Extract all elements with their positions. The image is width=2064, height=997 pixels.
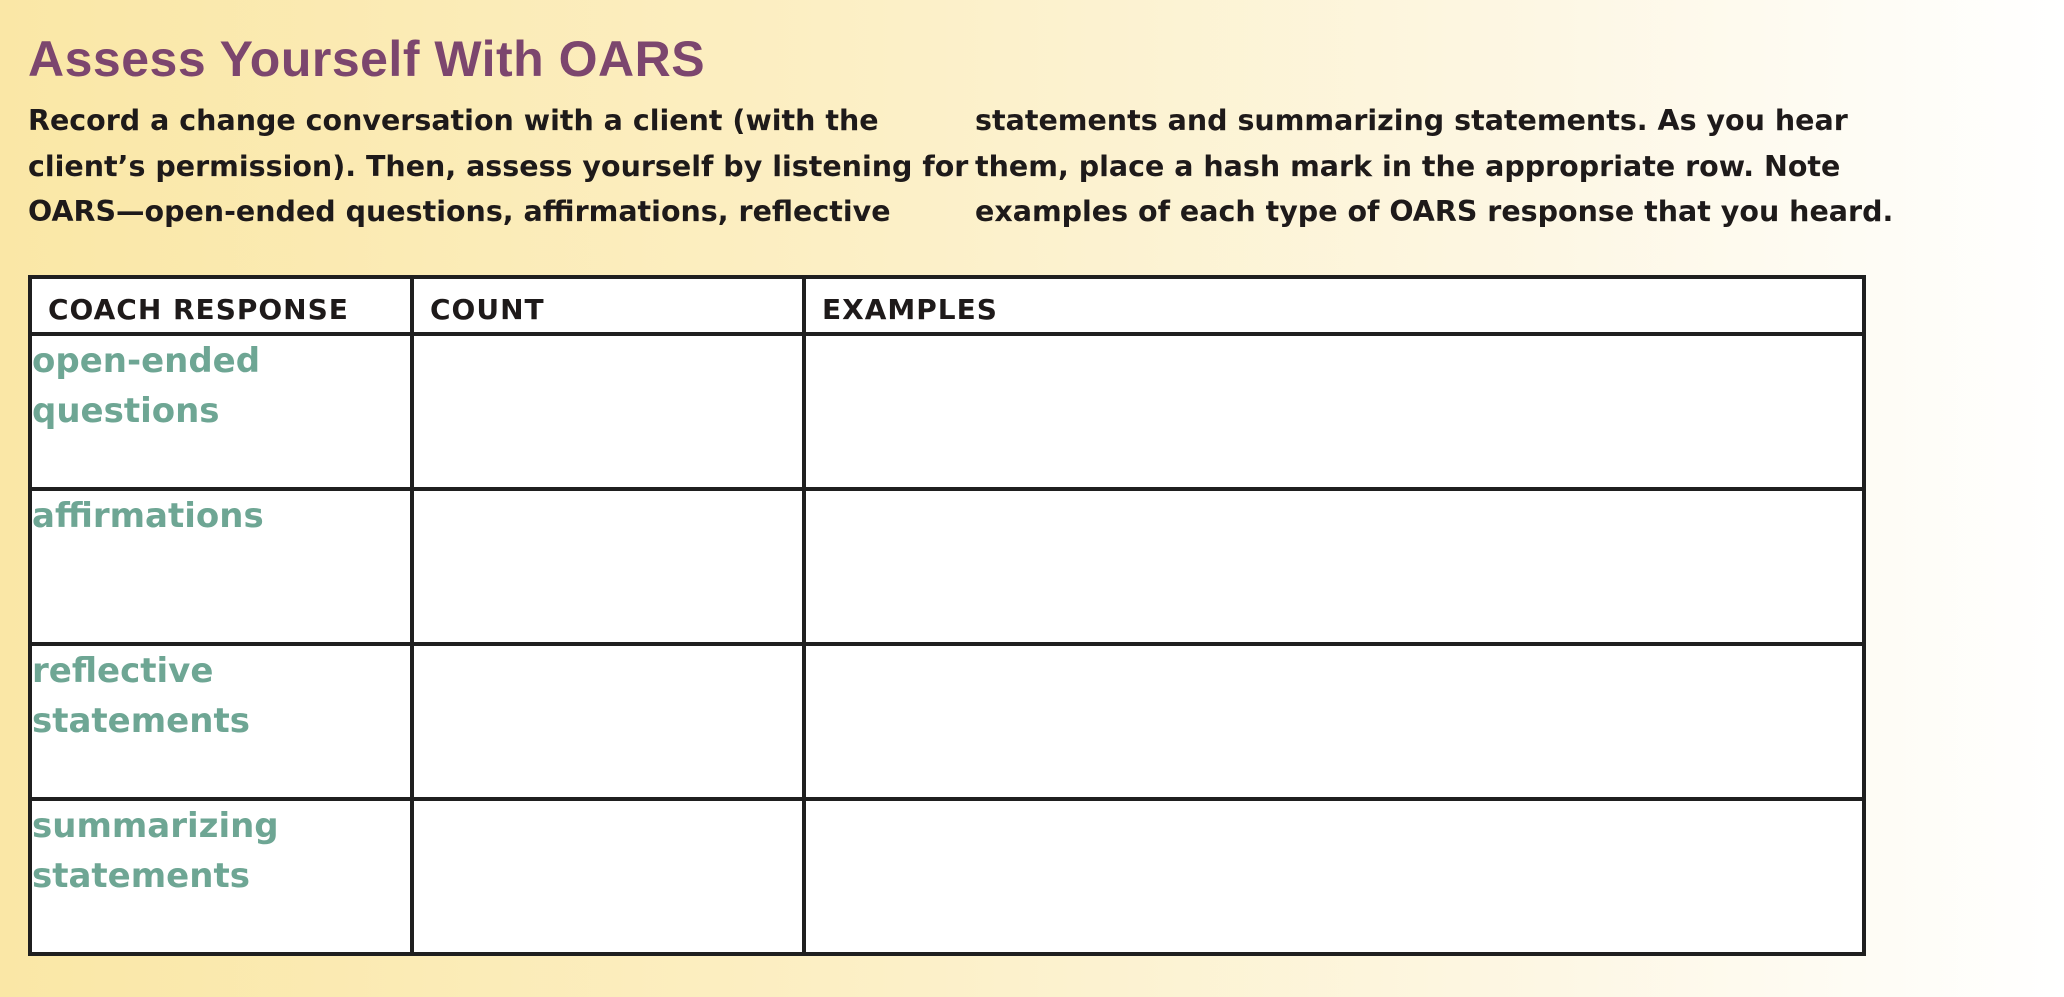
coach-response-header: COACH RESPONSE — [30, 277, 412, 334]
row-label-open-ended-questions — [30, 334, 412, 489]
page-title: Assess Yourself With OARS — [28, 31, 706, 87]
instructions-line: them, place a hash mark in the appropriate row. Note — [975, 149, 1841, 183]
row-label-line: questions — [32, 391, 220, 431]
instructions-column-1 — [28, 98, 969, 235]
instructions-line: client’s permission). Then, assess yourself by listening for — [28, 149, 969, 183]
count-header: COUNT — [412, 277, 804, 334]
instructions-column-2 — [975, 98, 1894, 235]
table-row-affirmations — [30, 489, 1864, 644]
examples-cell[interactable] — [804, 334, 1864, 489]
row-label-line: affirmations — [32, 496, 264, 536]
row-label-reflective-statements — [30, 644, 412, 799]
count-cell[interactable] — [412, 799, 804, 954]
instructions-line: examples of each type of OARS response that you heard. — [975, 195, 1894, 228]
table-header-row — [30, 277, 1864, 334]
table-row-reflective-statements — [30, 644, 1864, 799]
instructions-line: statements and summarizing statements. As you hear — [975, 104, 1848, 137]
row-label-line: statements — [32, 856, 250, 896]
row-label-summarizing-statements — [30, 799, 412, 954]
instructions-line: Record a change conversation with a client (with the — [28, 104, 879, 137]
row-label-line: summarizing — [32, 806, 279, 846]
count-cell[interactable] — [412, 644, 804, 799]
row-label-line: reflective — [32, 651, 214, 691]
oars-assessment-table — [28, 275, 1866, 956]
examples-cell[interactable] — [804, 799, 1864, 954]
table-row-summarizing-statements — [30, 799, 1864, 954]
count-cell[interactable] — [412, 489, 804, 644]
examples-header: EXAMPLES — [804, 277, 1864, 334]
examples-cell[interactable] — [804, 489, 1864, 644]
examples-cell[interactable] — [804, 644, 1864, 799]
row-label-line: statements — [32, 701, 250, 741]
row-label-line: open-ended — [32, 341, 261, 381]
table-row-open-ended-questions — [30, 334, 1864, 489]
instructions-line: OARS—open-ended questions, affirmations, reflective — [28, 195, 891, 228]
count-cell[interactable] — [412, 334, 804, 489]
row-label-affirmations — [30, 489, 412, 644]
